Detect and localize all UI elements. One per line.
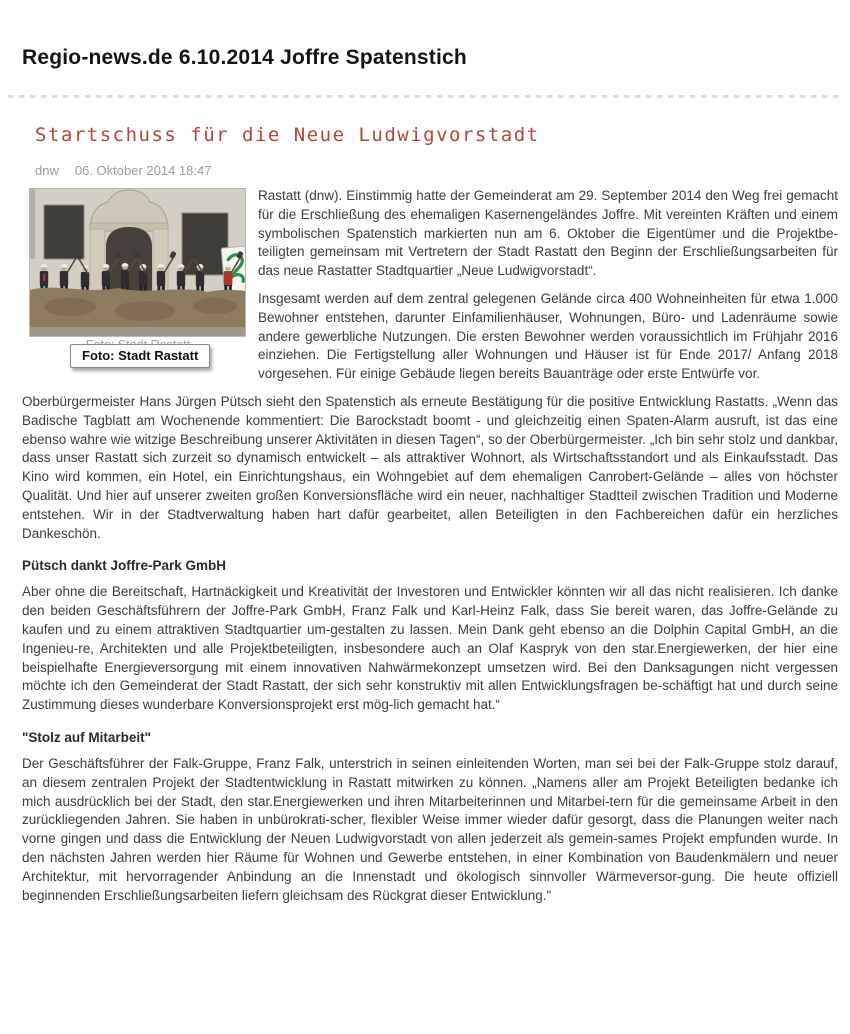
- article-headline: Startschuss für die Neue Ludwigvorstadt: [35, 124, 540, 146]
- photo-block: [30, 189, 246, 363]
- photo-caption-tooltip: Foto: Stadt Rastatt: [70, 344, 210, 368]
- byline: [35, 163, 850, 178]
- paragraph-4: Aber ohne die Bereitschaft, Hartnäckigkeit und Kreativität der Investoren und Entwickler könnten wir all das nicht realisieren. Ich danke den beiden Geschäftsführern der Joffre-Park GmbH, Franz Falk und Karl-Heinz Falk, dass Sie bereit waren, das Joffre-Gelände zu kaufen und zu einem attraktiven Stadtquartier um-gestalten zu lassen. Mein Dank geht ebenso an die Dolphin Capital GmbH, an die Ingenieu-re, Architekten und alle Projektbeteiligten, insbesondere auch an Olaf Kaspryk von den star.Energiewerken, der hier eine beispielhafte Energieversorgung mit einem innovativen Nahwärmekonzept umsetzen wird. Bei den Danksagungen nicht vergessen möchte ich den Gemeinderat der Stadt Rastatt, der sich sehr konstruktiv mit allen Entwicklungsfragen be-schäftigt hat und durch seine Zustimmung dieses wunderbare Konversionsprojekt erst mög-lich gemacht hat.“: [22, 584, 838, 713]
- paragraph-1: Rastatt (dnw). Einstimmig hatte der Gemeinderat am 29. September 2014 den Weg frei gemacht für die Erschließung des ehemaligen Kasernengeländes Joffre. Mit vereinten Kräften und einem symbolischen Spatenstich markierten nun am 6. Oktober die Eigentümer und die Projektbe-teiligten gemeinsam mit Vertretern der Stadt Rastatt den Beginn der Erschließungsarbeiten für das neue Rastatter Stadtquartier „Neue Ludwigvorstadt“.: [258, 188, 838, 279]
- paragraph-3: Oberbürgermeister Hans Jürgen Pütsch sieht den Spatenstich als erneute Bestätigung für die positive Entwicklung Rastatts. „Wenn das Badische Tagblatt am Wochenende kommentiert: Die Barockstadt boomt - und gleichzeitig einen Spaten-Alarm ausruft, ist das eine ebenso wahre wie witzige Beschreibung unserer Aktivitäten in diesen Tagen“, so der Oberbürgermeister. „Ich bin sehr stolz und dankbar, dass unser Rastatt sich zurzeit so dynamisch entwickelt – als attraktiver Wohnort, als Wirtschaftsstandort und als Einkaufsstadt. Das Kino wird kommen, ein Hotel, ein Einrichtungshaus, ein Wohngebiet auf dem ehemaligen Canrobert-Gelände – alles von höchster Qualität. Und hier auf unserer zweiten großen Konversionsfläche wird ein neuer, nachhaltiger Stadtteil zwischen Tradition und Moderne entstehen. Wir in der Stadtverwaltung haben hart dafür gearbeitet, allen Beteiligten in den Fachbereichen dafür ein herzliches Dankeschön.: [22, 393, 838, 541]
- article-body: [22, 187, 838, 905]
- byline-author: dnw: [35, 163, 59, 178]
- subheading-stolz-auf-mitarbeit: "Stolz auf Mitarbeit": [22, 729, 152, 745]
- paragraph-2: Insgesamt werden auf dem zentral gelegenen Gelände circa 400 Wohneinheiten für etwa 1.000 Bewohner entstehen, darunter Einfamilienhäuser, Wohnungen, Büro- und Ladenräume sowie andere gewerbliche Nutzungen. Die ersten Bewohner werden voraussichtlich im Frühjahr 2016 einziehen. Die Fertigstellung aller Wohnungen und Häuser ist für Ende 2017/ Anfang 2018 vorgesehen. Für einige Gebäude liegen bereits Bauanträge oder erste Entwürfe vor.: [258, 290, 838, 382]
- article-photo: [30, 189, 245, 336]
- paragraph-5: Der Geschäftsführer der Falk-Gruppe, Franz Falk, unterstrich in seinen einleitenden Worten, man sei bei der Falk-Gruppe stolz darauf, an diesem zentralen Projekt der Stadtentwicklung in Rastatt mitwirken zu können. „Namens aller am Projekt Beteiligten bedanke ich mich ausdrücklich bei der Stadt, den star.Energiewerken und ihren Mitarbeiterinnen und Mitarbei-tern für die gemeinsame Arbeit in den zurückliegenden Jahren. Sie haben in unbürokrati-scher, flexibler Weise immer wieder dafür gesorgt, dass die Planungen weiter nach vorne gingen und dass die Entwicklung der Neuen Ludwigvorstadt von allen jederzeit als gemein-sames Projekt empfunden wurde. In den nächsten Jahren werden hier Räume für Wohnen und Gewerbe entstehen, in einer Kombination von Baudenkmälern und neuer Architektur, mit hervorragender Anbindung an die Innenstadt und ökologisch sinnvoller Wärmeversor-gung. Die heute offiziell beginnenden Erschließungsarbeiten liefern gleichsam des Rückgrat dieser Entwicklung.": [22, 755, 838, 903]
- separator-line: [8, 95, 842, 98]
- page-title: Regio-news.de 6.10.2014 Joffre Spatenstich: [22, 46, 467, 69]
- byline-date: 06. Oktober 2014 18:47: [74, 163, 212, 178]
- subheading-puetsch-dankt: Pütsch dankt Joffre-Park GmbH: [22, 558, 227, 574]
